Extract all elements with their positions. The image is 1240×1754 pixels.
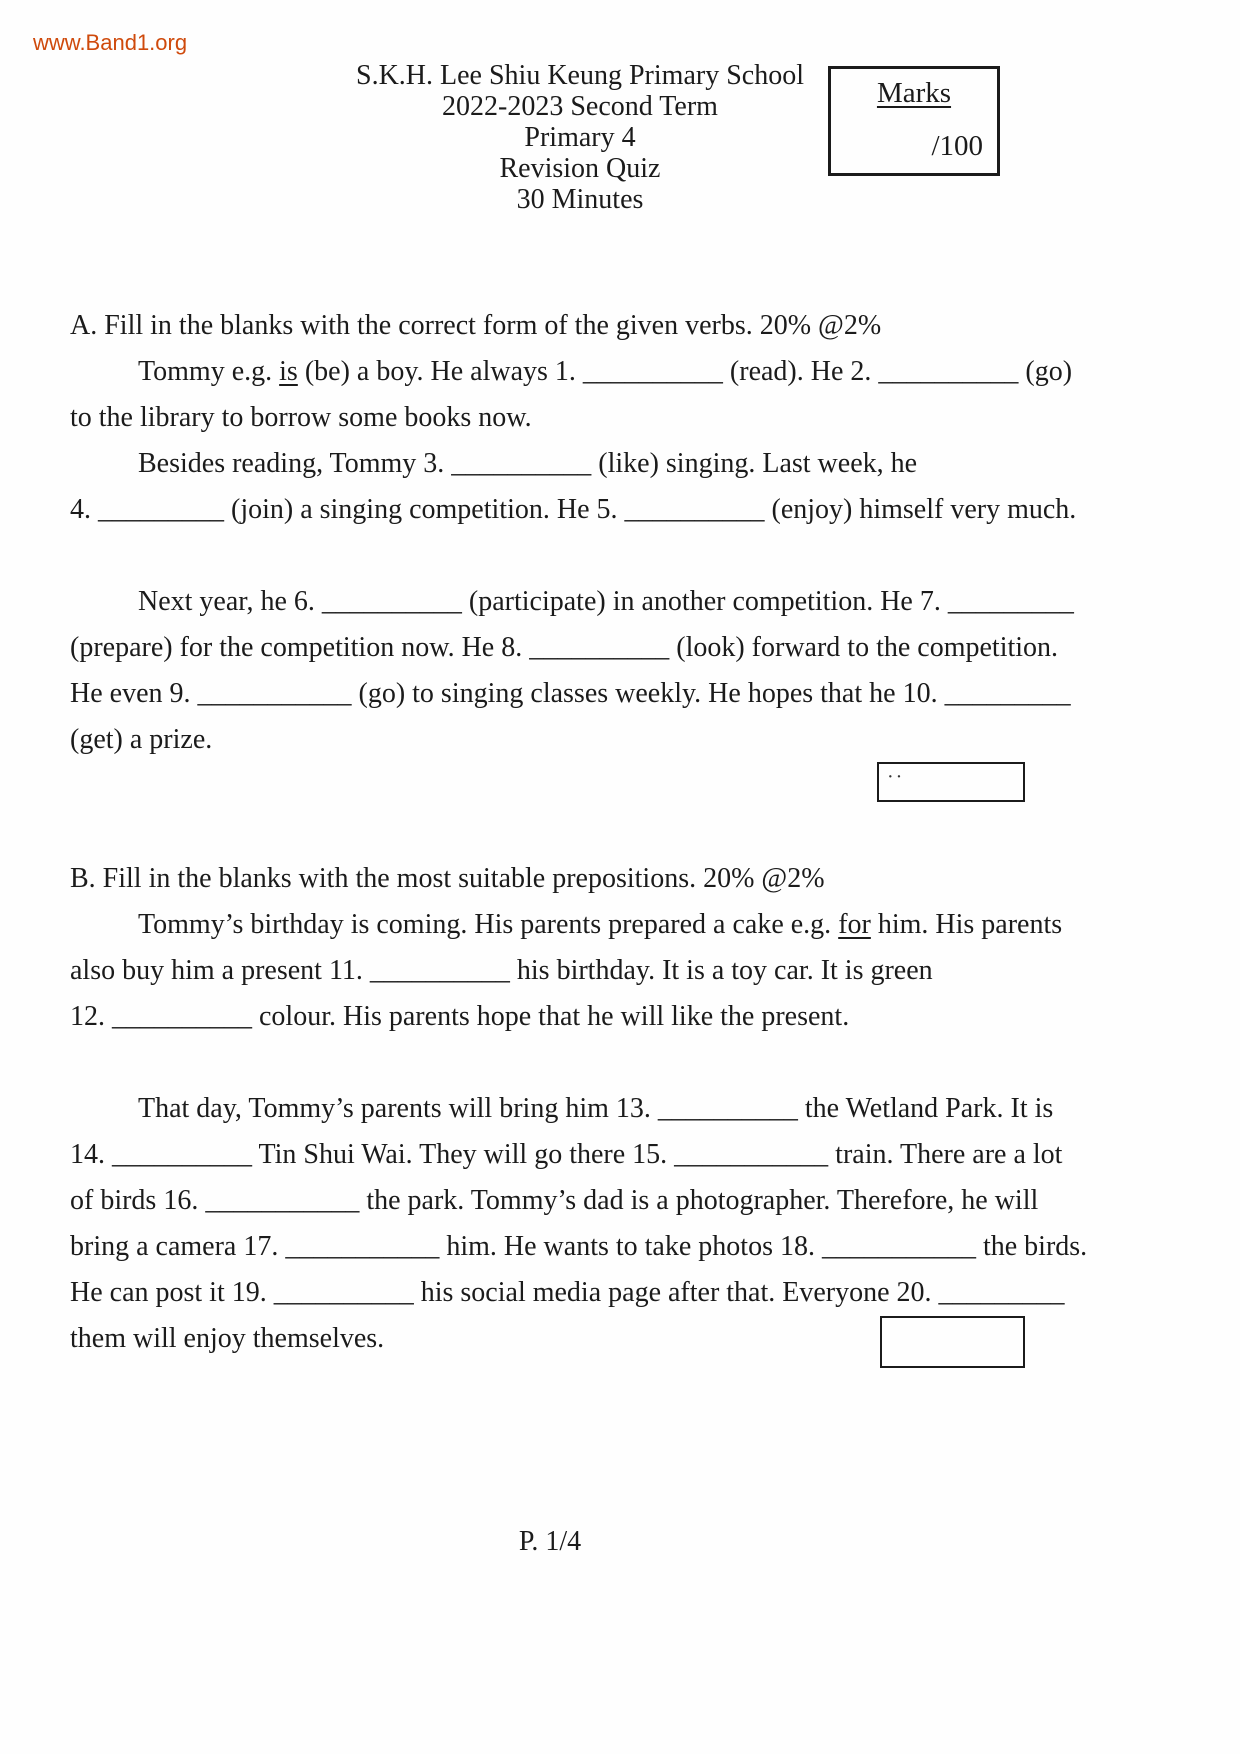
- text-segment: 4. _________ (join) a singing competition. He 5. __________ (enjoy) himself very much.: [70, 494, 1077, 525]
- text-line: [70, 441, 1030, 487]
- duration-line: 30 Minutes: [516, 184, 644, 215]
- paragraph: [70, 441, 1077, 533]
- text-segment: (be) a boy. He always 1. __________ (read). He 2. __________ (go): [297, 356, 1073, 387]
- text-line: [70, 1270, 1065, 1316]
- text-line: [70, 349, 1073, 395]
- text-segment: also buy him a present 11. __________ his birthday. It is a toy car. It is green: [70, 955, 933, 986]
- term-line: 2022-2023 Second Term: [442, 91, 718, 122]
- text-segment: them will enjoy themselves.: [70, 1323, 385, 1354]
- paragraph: [70, 579, 1074, 763]
- text-line: [70, 717, 1030, 763]
- text-line: [70, 671, 1071, 717]
- text-segment: Tommy’s birthday is coming. His parents prepared a cake e.g.: [138, 909, 839, 940]
- document-header: [240, 60, 920, 215]
- underlined-word: for: [838, 909, 871, 940]
- paragraph: [70, 902, 1063, 1040]
- text-segment: to the library to borrow some books now.: [70, 402, 532, 433]
- marks-total: /100: [931, 130, 983, 162]
- text-line: [70, 395, 1030, 441]
- watermark: www.Band1.org: [33, 30, 188, 55]
- section-b-heading: B. Fill in the blanks with the most suitable prepositions. 20% @2%: [70, 863, 825, 894]
- score-box-pen-mark: ··: [887, 766, 905, 788]
- text-line: [70, 1224, 1088, 1270]
- grade-line: Primary 4: [524, 122, 636, 153]
- text-line: [70, 994, 1030, 1040]
- text-line: [70, 579, 1074, 625]
- paragraph: [70, 349, 1073, 441]
- text-line: [70, 487, 1077, 533]
- text-segment: of birds 16. ___________ the park. Tommy’s dad is a photographer. Therefore, he will: [70, 1185, 1039, 1216]
- underlined-word: is: [279, 356, 298, 387]
- text-line: [70, 948, 1030, 994]
- text-segment: (get) a prize.: [70, 724, 213, 755]
- text-segment: bring a camera 17. ___________ him. He wants to take photos 18. ___________ the birds.: [70, 1231, 1088, 1262]
- text-segment: Next year, he 6. __________ (participate) in another competition. He 7. _________: [138, 586, 1074, 617]
- text-segment: 12. __________ colour. His parents hope that he will like the present.: [70, 1001, 850, 1032]
- text-line: [70, 1178, 1039, 1224]
- section-b-score-box: [880, 1316, 1025, 1368]
- marks-label: Marks: [876, 77, 952, 109]
- text-segment: He can post it 19. __________ his social media page after that. Everyone 20. _________: [70, 1277, 1065, 1308]
- text-segment: him. His parents: [870, 909, 1063, 940]
- text-segment: (prepare) for the competition now. He 8. __________ (look) forward to the competition.: [70, 632, 1059, 663]
- text-line: [70, 1086, 1054, 1132]
- text-line: [70, 625, 1059, 671]
- section-b-body: [70, 902, 1088, 1362]
- text-line: [70, 1132, 1063, 1178]
- section-a-body: [70, 349, 1077, 763]
- school-name: S.K.H. Lee Shiu Keung Primary School: [356, 60, 804, 91]
- text-segment: Besides reading, Tommy 3. __________ (like) singing. Last week, he: [138, 448, 918, 479]
- section-a-score-box: [877, 762, 1025, 802]
- quiz-title: Revision Quiz: [499, 153, 661, 184]
- text-segment: 14. __________ Tin Shui Wai. They will go there 15. ___________ train. There are a lot: [70, 1139, 1063, 1170]
- text-segment: He even 9. ___________ (go) to singing classes weekly. He hopes that he 10. _________: [70, 678, 1071, 709]
- text-segment: That day, Tommy’s parents will bring him 13. __________ the Wetland Park. It is: [138, 1093, 1054, 1124]
- quiz-content: [70, 303, 1088, 1362]
- text-line: [70, 902, 1063, 948]
- page-number: P. 1/4: [518, 1526, 582, 1557]
- text-segment: Tommy e.g.: [138, 356, 280, 387]
- section-a-heading: A. Fill in the blanks with the correct form of the given verbs. 20% @2%: [70, 310, 882, 341]
- marks-box: [828, 66, 1000, 176]
